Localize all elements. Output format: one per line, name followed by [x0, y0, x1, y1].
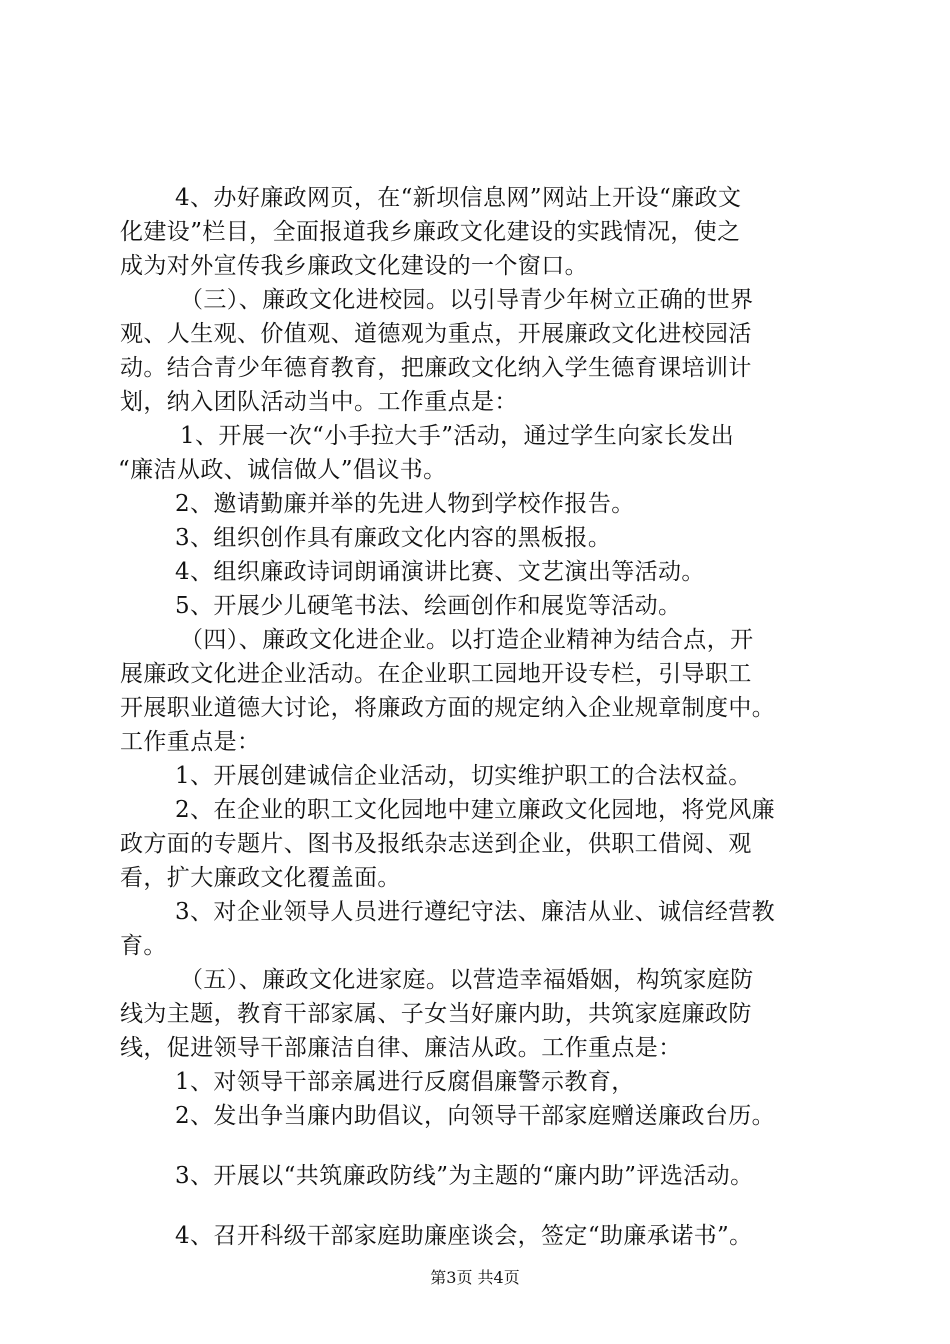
- list-item: 4、组织廉政诗词朗诵演讲比赛、文艺演出等活动。: [175, 559, 705, 585]
- list-item: 3、组织创作具有廉政文化内容的黑板报。: [175, 525, 612, 551]
- paragraph-line: 化建设”栏目，全面报道我乡廉政文化建设的实践情况，使之: [120, 219, 741, 245]
- list-item: 2、发出争当廉内助倡议，向领导干部家庭赠送廉政台历。: [175, 1103, 776, 1129]
- page-number-footer: 第3页 共4页: [430, 1268, 520, 1287]
- paragraph-line: 划，纳入团队活动当中。工作重点是：: [120, 389, 518, 415]
- section-heading-line: （四）、廉政文化进企业。以打造企业精神为结合点，开: [180, 627, 754, 653]
- list-item: 4、召开科级干部家庭助廉座谈会，签定“助廉承诺书”。: [175, 1223, 753, 1249]
- list-item: 3、对企业领导人员进行遵纪守法、廉洁从业、诚信经营教: [175, 899, 776, 925]
- list-item: 1、对领导干部亲属进行反腐倡廉警示教育，: [175, 1069, 635, 1095]
- list-item: 3、开展以“共筑廉政防线”为主题的“廉内助”评选活动。: [175, 1163, 754, 1189]
- paragraph-line: 展廉政文化进企业活动。在企业职工园地开设专栏，引导职工: [120, 661, 752, 687]
- list-item: 2、邀请勤廉并举的先进人物到学校作报告。: [175, 491, 635, 517]
- paragraph-line: “廉洁从政、诚信做人”倡议书。: [118, 457, 447, 483]
- section-heading-line: （三）、廉政文化进校园。以引导青少年树立正确的世界: [180, 287, 754, 313]
- paragraph-line: 成为对外宣传我乡廉政文化建设的一个窗口。: [120, 253, 588, 279]
- paragraph-line: 政方面的专题片、图书及报纸杂志送到企业，供职工借阅、观: [120, 831, 752, 857]
- paragraph-line: 工作重点是：: [120, 729, 261, 755]
- paragraph-line: 线为主题，教育干部家属、子女当好廉内助，共筑家庭廉政防: [120, 1001, 752, 1027]
- paragraph-line: 育。: [120, 933, 167, 959]
- paragraph-line: 动。结合青少年德育教育，把廉政文化纳入学生德育课培训计: [120, 355, 752, 381]
- section-heading-line: （五）、廉政文化进家庭。以营造幸福婚姻，构筑家庭防: [180, 967, 754, 993]
- paragraph-line: 4、办好廉政网页，在“新坝信息网”网站上开设“廉政文: [175, 185, 742, 211]
- list-item: 1、开展一次“小手拉大手”活动，通过学生向家长发出: [180, 423, 735, 449]
- list-item: 1、开展创建诚信企业活动，切实维护职工的合法权益。: [175, 763, 752, 789]
- paragraph-line: 开展职业道德大讨论，将廉政方面的规定纳入企业规章制度中。: [120, 695, 776, 721]
- list-item: 2、在企业的职工文化园地中建立廉政文化园地，将党风廉: [175, 797, 776, 823]
- paragraph-line: 观、人生观、价值观、道德观为重点，开展廉政文化进校园活: [120, 321, 752, 347]
- paragraph-line: 看，扩大廉政文化覆盖面。: [120, 865, 401, 891]
- list-item: 5、开展少儿硬笔书法、绘画创作和展览等活动。: [175, 593, 682, 619]
- paragraph-line: 线，促进领导干部廉洁自律、廉洁从政。工作重点是：: [120, 1035, 682, 1061]
